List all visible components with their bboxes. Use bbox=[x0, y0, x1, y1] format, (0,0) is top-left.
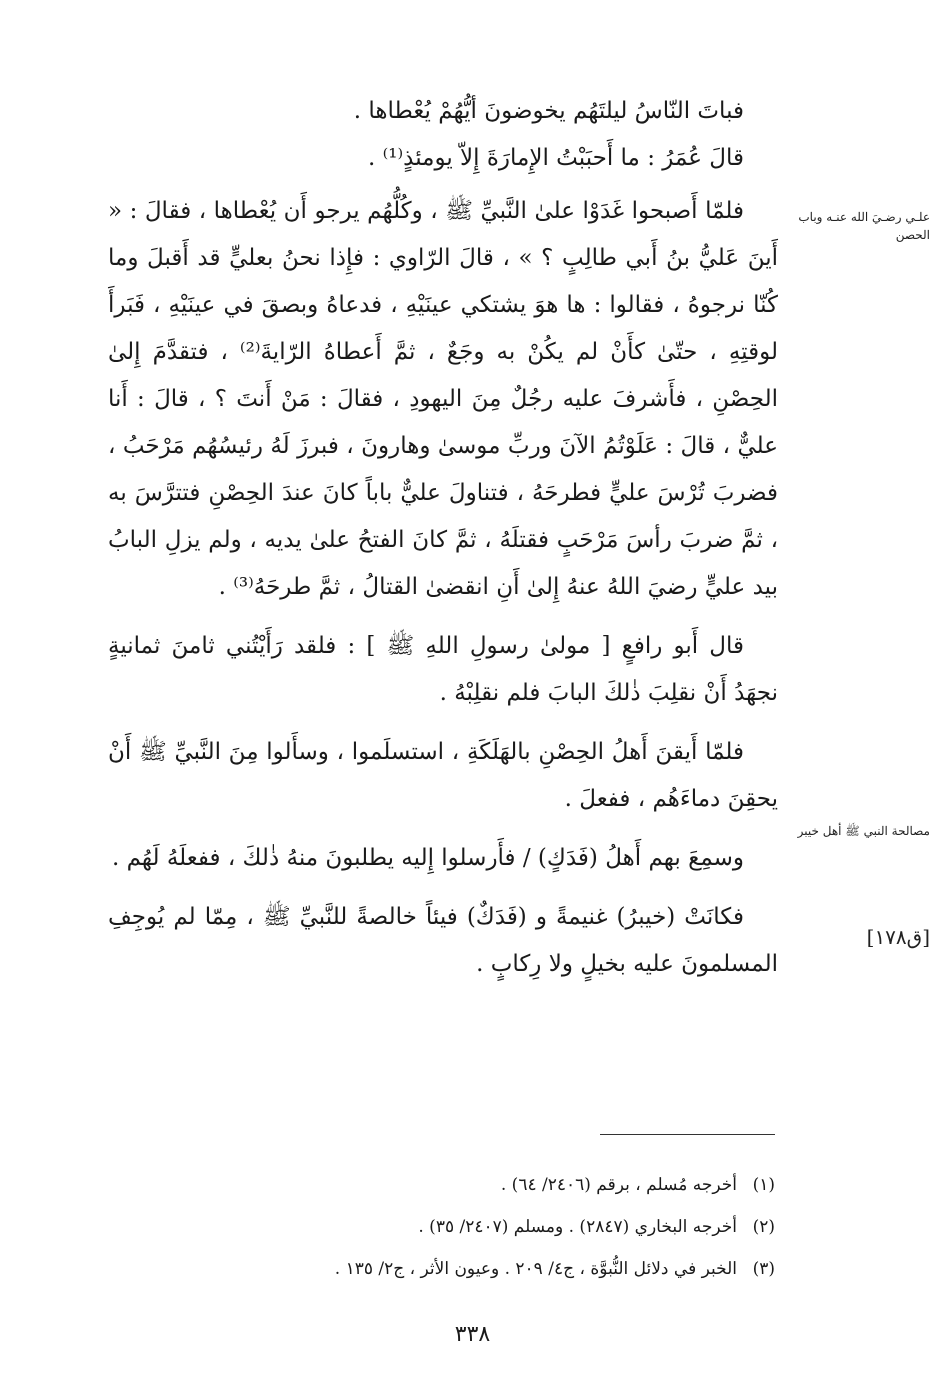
paragraph-6: وسمِعَ بهم أَهلُ (فَدَكٍ) / فأَرسلوا إِليه يطلبونَ منهُ ذٰلكَ ، ففعلَهُ لَهُم . bbox=[111, 845, 744, 871]
footnote-text: أخرجه البخاري (٢٨٤٧) . ومسلم (٢٤٠٧/ ٣٥) . bbox=[418, 1217, 737, 1237]
footnote-number: (٣) bbox=[752, 1259, 775, 1279]
footnote-item bbox=[150, 1164, 775, 1206]
paragraph-4: قال أَبو رافعٍ [ مولىٰ رسولِ اللهِ ﷺ ] : فلقد رَأَيْتُني ثامنَ ثمانيةٍ نجهَدُ أَنْ نقلِبَ ذٰلكَ البابَ فلم نقلِبْهُ . bbox=[108, 633, 778, 706]
footnote-number: (٢) bbox=[752, 1217, 775, 1237]
paragraph-7: فكانَتْ (خيبرُ) غنيمةً و (فَدَكٌ) فيئاً خالصةً للنَّبيِّ ﷺ ، مِمّا لم يُوجِفِ المسلمونَ عليه بخيلٍ ولا رِكابٍ . bbox=[108, 904, 778, 977]
main-text bbox=[108, 88, 778, 988]
footnote-item bbox=[150, 1248, 775, 1290]
footnote-text: الخبر في دلائل النُّبوَّة ، ج٤/ ٢٠٩ . وعيون الأثر ، ج٢/ ١٣٥ . bbox=[334, 1259, 737, 1279]
footnote-number: (١) bbox=[752, 1175, 775, 1195]
margin-note-ali: علـي رضـيَ الله عنـه وباب الحصن bbox=[798, 210, 930, 242]
margin-note-khaybar: مصالحة النبي ﷺ أهل خيبر bbox=[797, 824, 930, 838]
footnote-item bbox=[150, 1206, 775, 1248]
footnote-text: أخرجه مُسلم ، برقم (٢٤٠٦/ ٦٤) . bbox=[500, 1175, 737, 1195]
footnotes bbox=[150, 1164, 775, 1290]
page-number: ٣٣٨ bbox=[454, 1322, 491, 1347]
paragraph-2: قالَ عُمَرُ : ما أَحبَبْتُ الإِمارَةَ إِلاّ يومئذٍ⁽¹⁾ . bbox=[367, 145, 744, 171]
paragraph-3: فلمّا أَصبحوا غَدَوْا علىٰ النَّبيِّ ﷺ ، وكُلُّهُم يرجو أَن يُعْطاها ، فقالَ : « أَينَ عَليُّ بنُ أَبي طالِبٍ ؟ » ، قالَ الرّاوي : فإِذا نحنُ بعليٍّ قد أَقبلَ وما كُنّا نرجوهُ ، فقالوا : ها هوَ يشتكي عينَيْهِ ، فدعاهُ وبصقَ في عينَيْهِ ، فَبَرأَ لوقتِهِ ، حتّىٰ كأَنْ لم يكُنْ به وجَعٌ ، ثمَّ أَعطاهُ الرّايةَ⁽²⁾ ، فتقدَّمَ إِلىٰ الحِصْنِ ، فأَشرفَ عليه رجُلٌ مِنَ اليهودِ ، فقالَ : مَنْ أَنتَ ؟ ، قالَ : أَنا عليٌّ ، قالَ : عَلَوْتُمُ الآنَ وربِّ موسىٰ وهارونَ ، فبرزَ لَهُ رئيسُهُم مَرْحَبُ ، فضربَ تُرْسَ عليٍّ فطرحَهُ ، فتناولَ عليٌّ باباً كانَ عندَ الحِصْنِ فتترَّسَ به ، ثمَّ ضربَ رأسَ مَرْحَبٍ فقتلَهُ ، ثمَّ كانَ الفتحُ علىٰ يديه ، ولم يزلِ البابُ بيد عليٍّ رضيَ اللهُ عنهُ إِلىٰ أَنِ انقضىٰ القتالُ ، ثمَّ طرحَهُ⁽³⁾ . bbox=[108, 198, 778, 600]
paragraph-1: فباتَ النّاسُ ليلتَهُم يخوضونَ أيُّهُمْ يُعْطاها . bbox=[353, 98, 744, 124]
paragraph-5: فلمّا أَيقنَ أَهلُ الحِصْنِ بالهَلَكَةِ ، استسلَموا ، وسأَلوا مِنَ النَّبيِّ ﷺ أَنْ يحقِنَ دماءَهُم ، ففعلَ . bbox=[108, 739, 778, 812]
folio-marker: [ق١٧٨] bbox=[866, 925, 930, 949]
footnote-divider bbox=[600, 1134, 775, 1135]
